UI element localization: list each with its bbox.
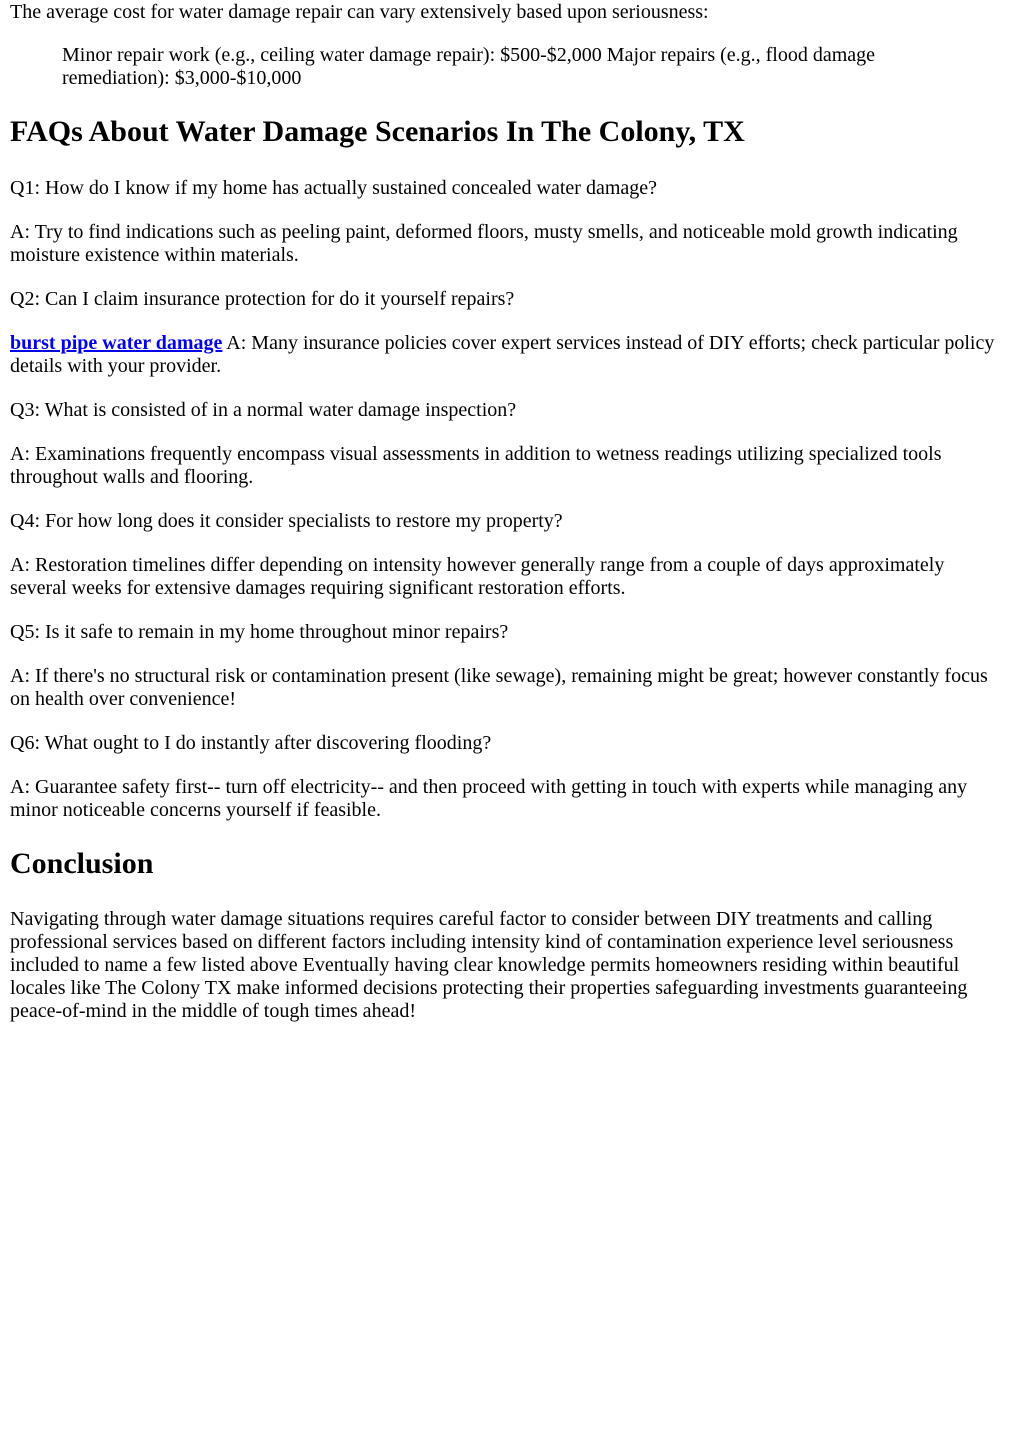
faq-heading: FAQs About Water Damage Scenarios In The Colony, TX: [10, 115, 745, 148]
faq-answer-5: A: If there's no structural risk or contamination present (like sewage), remaining might be great; however constantly focus on health over convenience!: [10, 665, 988, 710]
burst-pipe-water-damage-link[interactable]: burst pipe water damage: [10, 332, 223, 354]
faq-answer-2: [10, 332, 1005, 378]
faq-answer-3: A: Examinations frequently encompass visual assessments in addition to wetness readings utilizing specialized tools throughout walls and flooring.: [10, 443, 942, 488]
faq-question-5: Q5: Is it safe to remain in my home throughout minor repairs?: [10, 621, 509, 643]
faq-question-2: Q2: Can I claim insurance protection for do it yourself repairs?: [10, 288, 515, 310]
faq-answer-4: A: Restoration timelines differ depending on intensity however generally range from a couple of days approximately several weeks for extensive damages requiring significant restoration efforts.: [10, 554, 945, 599]
faq-answer-2-text: A: Many insurance policies cover expert services instead of DIY efforts; check particular policy details with your provider.: [10, 332, 995, 377]
faq-question-4: Q4: For how long does it consider specialists to restore my property?: [10, 510, 563, 532]
conclusion-heading: Conclusion: [10, 847, 154, 880]
conclusion-paragraph: Navigating through water damage situations requires careful factor to consider between DIY treatments and calling professional services based on different factors including intensity kind of contamination experience level seriousness included to name a few listed above Eventually having clear knowledge permits homeowners residing within beautiful locales like The Colony TX make informed decisions protecting their properties safeguarding investments guaranteeing peace-of-mind in the middle of tough times ahead!: [10, 908, 968, 1022]
faq-question-3: Q3: What is consisted of in a normal water damage inspection?: [10, 399, 517, 421]
faq-question-6: Q6: What ought to I do instantly after discovering flooding?: [10, 732, 492, 754]
faq-question-1: Q1: How do I know if my home has actually sustained concealed water damage?: [10, 177, 658, 199]
cost-quote-text: Minor repair work (e.g., ceiling water damage repair): $500-$2,000 Major repairs (e.g., flood damage remediation): $3,000-$10,000: [62, 44, 876, 89]
faq-answer-6: A: Guarantee safety first-- turn off electricity-- and then proceed with getting in touch with experts while managing any minor noticeable concerns yourself if feasible.: [10, 776, 968, 821]
cost-blockquote: [62, 44, 962, 90]
faq-answer-1: A: Try to find indications such as peeling paint, deformed floors, musty smells, and noticeable mold growth indicating moisture existence within materials.: [10, 221, 958, 266]
intro-paragraph: The average cost for water damage repair can vary extensively based upon seriousness:: [10, 1, 709, 23]
